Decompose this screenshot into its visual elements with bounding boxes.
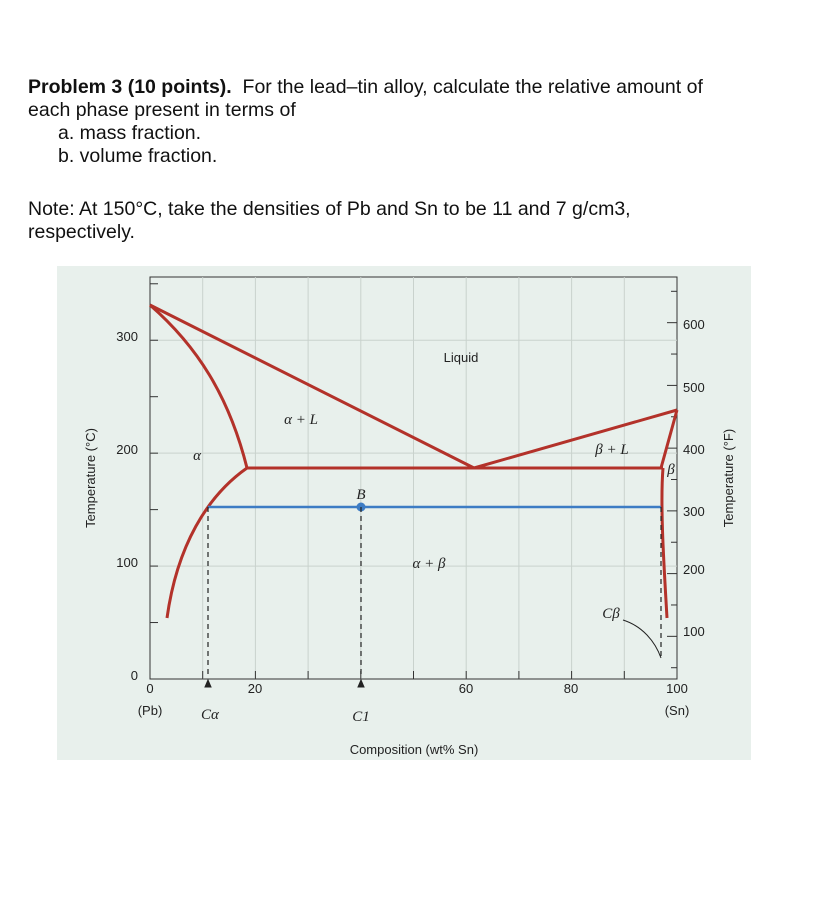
x-tick-20: 20: [247, 681, 263, 696]
label-beta: β: [667, 462, 675, 478]
x-tick-80: 80: [563, 681, 579, 696]
composition-drops: [208, 507, 661, 676]
problem-heading: Problem 3 (10 points).: [28, 76, 232, 98]
y-tick-0: 0: [130, 668, 138, 683]
arrows: [205, 620, 661, 687]
label-liquid: Liquid: [443, 350, 479, 365]
label-c1: C1: [352, 709, 370, 725]
x-tick-0: 0: [146, 681, 154, 696]
yf-tick-300: 300: [683, 504, 705, 519]
problem-items: [58, 122, 818, 168]
y-tick-100: 100: [116, 555, 138, 570]
yf-tick-600: 600: [683, 317, 705, 332]
yf-tick-100: 100: [683, 624, 705, 639]
label-alpha-l: α + L: [284, 412, 318, 428]
yf-tick-400: 400: [683, 442, 705, 457]
solvus-left: [167, 468, 247, 618]
x-tick-100: 100: [666, 681, 688, 696]
c-alpha-arrow: [205, 680, 211, 687]
label-alpha: α: [193, 448, 201, 464]
y-tick-300: 300: [116, 329, 138, 344]
x-label-sn: (Sn): [664, 703, 690, 718]
yf-tick-200: 200: [683, 562, 705, 577]
label-alpha-beta: α + β: [412, 556, 446, 572]
problem-line-2: each phase present in terms of: [28, 99, 296, 121]
label-c-beta: Cβ: [602, 606, 620, 622]
bottom-axis-ticks: [150, 671, 677, 679]
c1-arrow: [358, 680, 364, 687]
y-tick-200: 200: [116, 442, 138, 457]
phase-diagram: [57, 266, 751, 760]
left-axis-ticks: [150, 284, 158, 679]
problem-line-1: [28, 76, 818, 99]
solvus-right: [662, 468, 667, 618]
x-tick-60: 60: [458, 681, 474, 696]
solidus-right: [661, 410, 677, 468]
liquidus-right: [474, 410, 677, 468]
x-label-pb: (Pb): [137, 703, 163, 718]
liquidus-left: [150, 305, 474, 468]
label-point-b: B: [356, 487, 366, 503]
note-line-2: respectively.: [28, 221, 135, 243]
c-beta-leader: [623, 620, 661, 658]
label-c-alpha: Cα: [201, 707, 219, 723]
right-axis-ticks: [667, 291, 677, 667]
left-axis-title: Temperature (°C): [83, 428, 98, 528]
right-axis-title: Temperature (°F): [721, 428, 736, 528]
yf-tick-500: 500: [683, 380, 705, 395]
note: [28, 198, 818, 244]
note-line-1: Note: At 150°C, take the densities of Pb and Sn to be 11 and 7 g/cm3,: [28, 198, 631, 220]
phase-diagram-figure: [57, 266, 751, 760]
problem-text: For the lead–tin alloy, calculate the relative amount of: [242, 76, 703, 98]
grid: [150, 277, 677, 679]
item-mass-fraction: a. mass fraction.: [58, 122, 202, 144]
x-axis-title: Composition (wt% Sn): [349, 742, 479, 757]
problem-statement: [28, 76, 818, 168]
item-volume-fraction: b. volume fraction.: [58, 145, 218, 167]
label-beta-l: β + L: [595, 442, 629, 458]
